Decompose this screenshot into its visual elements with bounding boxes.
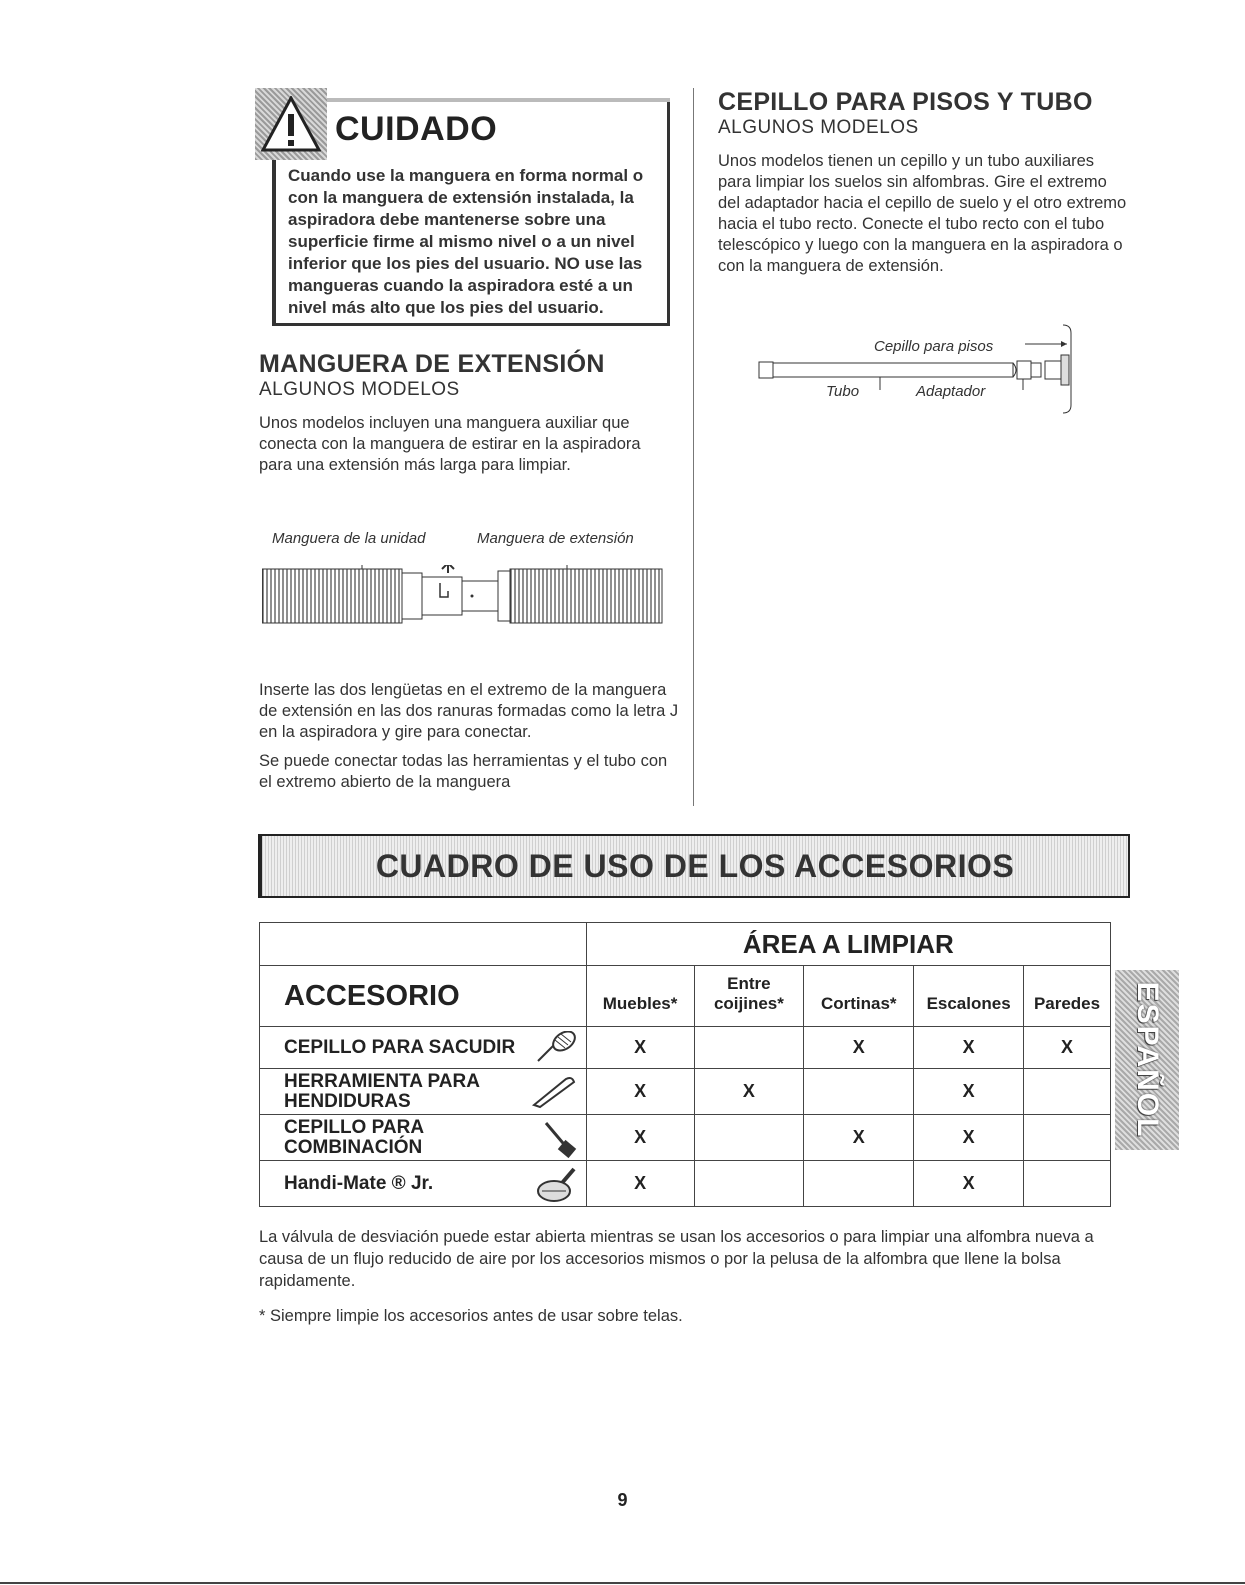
dusting-brush-icon [534,1031,578,1065]
accessory-name: CEPILLO PARA COMBINACIÓN [260,1115,587,1161]
column-header: Muebles* [586,966,694,1027]
usage-mark: X [586,1069,694,1115]
accessory-chart-banner [258,834,1130,898]
floor-brush-diagram [755,315,1085,425]
hose-connection-diagram [262,565,664,627]
column-header: Cortinas* [804,966,914,1027]
table-row [260,1027,1111,1069]
floor-brush-heading: CEPILLO PARA PISOS Y TUBO [718,88,1093,116]
footnote: * Siempre limpie los accesorios antes de usar sobre telas. [259,1307,683,1325]
usage-mark: X [804,1027,914,1069]
table-corner [260,923,587,966]
extension-hose-heading: MANGUERA DE EXTENSIÓN [259,350,605,378]
accessory-name: HERRAMIENTA PARA HENDIDURAS [260,1069,587,1115]
tube-label: Tubo [826,383,860,400]
instructions-connect: Inserte las dos lengüetas en el extremo de la manguera de extensión en las dos ranuras formadas como la letra J en la aspiradora y gire para conectar. [259,681,679,741]
page-number: 9 [617,1490,628,1510]
column-header: Escalones [914,966,1024,1027]
extension-hose-instructions [259,680,679,793]
floor-brush-subheading: ALGUNOS MODELOS [718,117,919,138]
accessory-name: Handi-Mate ® Jr. [260,1161,587,1207]
floor-brush-section [718,88,1138,277]
usage-mark: X [586,1115,694,1161]
floor-brush-text: Unos modelos tienen un cepillo y un tubo auxiliares para limpiar los suelos sin alfombras. Gire el extremo del adaptador hacia el cepillo de suelo y el otro extremo hacia el tubo recto. Conecte el tubo recto con el tubo telescópico y luego con la manguera en la aspiradora o con la manguera de extensión. [718,152,1127,275]
usage-mark [804,1069,914,1115]
accessory-name: CEPILLO PARA SACUDIR [260,1027,587,1069]
table-row [260,1069,1111,1115]
combination-brush-icon [538,1119,578,1159]
usage-mark: X [586,1027,694,1069]
caution-title: CUIDADO [335,110,498,148]
table-row [260,1115,1111,1161]
usage-mark: X [1024,1027,1111,1069]
extension-hose-subheading: ALGUNOS MODELOS [259,379,460,400]
crevice-tool-icon [530,1073,578,1109]
table-row [260,1161,1111,1207]
unit-hose-label: Manguera de la unidad [272,530,426,547]
language-tab [1115,970,1179,1150]
usage-mark: X [914,1027,1024,1069]
accessory-chart-title: CUADRO DE USO DE LOS ACCESORIOS [375,848,1015,884]
extension-hose-label: Manguera de extensión [477,530,634,547]
column-header: Entre coijines* [694,966,804,1027]
bottom-rule [0,1582,1245,1584]
usage-mark [1024,1115,1111,1161]
usage-mark [804,1161,914,1207]
instructions-tools: Se puede conectar todas las herramientas y el tubo con el extremo abierto de la manguera [259,752,668,791]
usage-mark: X [804,1115,914,1161]
column-divider [693,88,694,806]
accessory-header: ACCESORIO [260,966,587,1027]
column-header: Paredes [1024,966,1111,1027]
language-tab-label: ESPAÑOL [1131,981,1164,1139]
accessory-usage-table [259,922,1111,1207]
adapter-label: Adaptador [916,383,986,400]
usage-mark [694,1115,804,1161]
usage-mark [694,1161,804,1207]
usage-mark: X [694,1069,804,1115]
caution-text: Cuando use la manguera en forma normal o con la manguera de extensión instalada, la aspiradora debe mantenerse sobre una superficie firme al mismo nivel o a un nivel inferior que los pies del usuario. NO use las mangueras cuando la aspiradora esté a un nivel más alto que los pies del usuario. [288,166,644,317]
usage-mark [694,1027,804,1069]
usage-mark [1024,1161,1111,1207]
usage-mark: X [586,1161,694,1207]
bypass-valve-note: La válvula de desviación puede estar abierta mientras se usan los accesorios o para limpiar una alfombra nueva a causa de un flujo reducido de aire por los accesorios mismos o por la pelusa de la alfombra que llene la bolsa rapidamente. [259,1228,1094,1290]
usage-mark [1024,1069,1111,1115]
floor-brush-label: Cepillo para pisos [874,338,994,355]
usage-mark: X [914,1161,1024,1207]
usage-mark: X [914,1115,1024,1161]
extension-hose-section [259,350,679,476]
extension-hose-intro: Unos modelos incluyen una manguera auxiliar que conecta con la manguera de estirar en la aspiradora para una extensión más larga para limpiar. [259,414,641,474]
handi-mate-icon [534,1165,578,1205]
usage-mark: X [914,1069,1024,1115]
warning-triangle-icon [255,88,327,160]
area-header: ÁREA A LIMPIAR [586,923,1110,966]
